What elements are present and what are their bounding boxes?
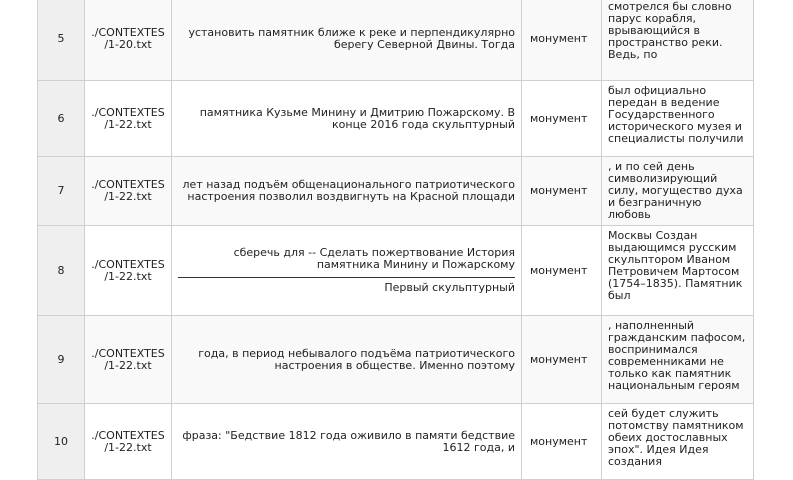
row-number: 10 xyxy=(38,404,85,480)
right-context: Москвы Создан выдающимся русским скульптором Иваном Петровичем Мартосом (1754–1835). Памятник был xyxy=(602,226,754,316)
row-number: 5 xyxy=(38,0,85,81)
right-context: , наполненный гражданским пафосом, воспринимался современниками не только как памятник национальным героям xyxy=(602,316,754,404)
table-row xyxy=(38,81,754,157)
row-number: 7 xyxy=(38,157,85,226)
left-context xyxy=(172,226,522,316)
right-context: , и по сей день символизирующий силу, могущество духа и безграничную любовь xyxy=(602,157,754,226)
file-path[interactable]: ./CONTEXTES /1-22.txt xyxy=(85,157,172,226)
keyword: монумент xyxy=(522,157,602,226)
file-path[interactable]: ./CONTEXTES /1-22.txt xyxy=(85,316,172,404)
file-path[interactable]: ./CONTEXTES /1-22.txt xyxy=(85,404,172,480)
file-path[interactable]: ./CONTEXTES /1-22.txt xyxy=(85,81,172,157)
table-row xyxy=(38,404,754,480)
left-context: памятника Кузьме Минину и Дмитрию Пожарскому. В конце 2016 года скульптурный xyxy=(172,81,522,157)
table-row xyxy=(38,226,754,316)
keyword: монумент xyxy=(522,0,602,81)
table-row xyxy=(38,316,754,404)
left-context: года, в период небывалого подъёма патриотического настроения в обществе. Именно поэтому xyxy=(172,316,522,404)
table-row xyxy=(38,0,754,81)
left-context: установить памятник ближе к реке и перпендикулярно берегу Северной Двины. Тогда xyxy=(172,0,522,81)
right-context: сей будет служить потомству памятником обеих достославных эпох". Идея Идея создания xyxy=(602,404,754,480)
right-context: был официально передан в ведение Государственного исторического музея и специалисты получили xyxy=(602,81,754,157)
left-context-main: сберечь для -- Сделать пожертвование История памятника Минину и Пожарскому xyxy=(233,246,515,271)
concordance-table-wrapper xyxy=(37,0,753,480)
left-context: фраза: "Бедствие 1812 года оживило в памяти бедствие 1612 года, и xyxy=(172,404,522,480)
table-row xyxy=(38,157,754,226)
keyword: монумент xyxy=(522,316,602,404)
concordance-table xyxy=(37,0,754,480)
left-context-extra: Первый скульптурный xyxy=(384,281,515,294)
keyword: монумент xyxy=(522,404,602,480)
row-number: 9 xyxy=(38,316,85,404)
keyword: монумент xyxy=(522,226,602,316)
keyword: монумент xyxy=(522,81,602,157)
row-number: 8 xyxy=(38,226,85,316)
left-context: лет назад подъём общенационального патриотического настроения позволил воздвигнуть на Красной площади xyxy=(172,157,522,226)
right-context: смотрелся бы словно парус корабля, врывающийся в пространство реки. Ведь, по xyxy=(602,0,754,81)
row-number: 6 xyxy=(38,81,85,157)
file-path[interactable]: ./CONTEXTES /1-20.txt xyxy=(85,0,172,81)
file-path[interactable]: ./CONTEXTES /1-22.txt xyxy=(85,226,172,316)
separator-line xyxy=(178,277,515,278)
